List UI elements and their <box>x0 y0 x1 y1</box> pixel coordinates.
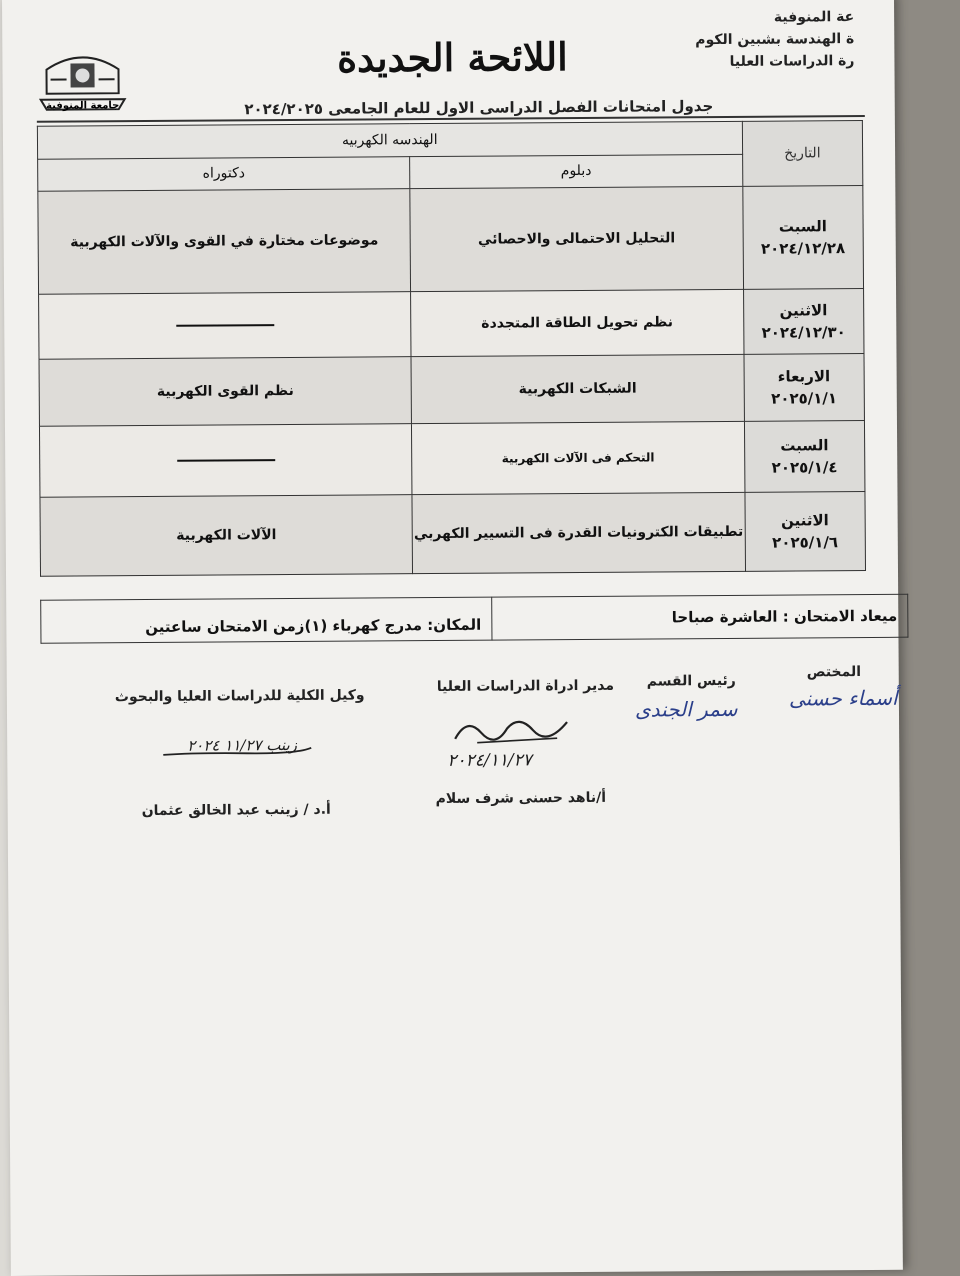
info-row <box>41 594 908 643</box>
doctorate-course-cell: الآلات الكهربية <box>40 495 413 577</box>
head-title: رئيس القسم <box>646 672 736 690</box>
director-signature-date: ٢٠٢٤/١١/٢٧ <box>447 750 532 771</box>
date-cell <box>743 288 864 354</box>
date-cell <box>742 185 863 289</box>
university-name: عة المنوفية <box>773 9 855 26</box>
doctorate-course-cell <box>39 292 412 360</box>
vice-dean-signature-date: زينب ١١/٢٧ ٢٠٢٤ <box>187 735 298 755</box>
date-cell <box>744 420 865 492</box>
institution-header <box>654 6 854 73</box>
day-label: السبت <box>780 436 829 455</box>
faculty-name: ة الهندسة بشبين الكوم <box>695 31 855 49</box>
exam-info-table <box>40 594 908 644</box>
day-label: الاربعاء <box>777 367 831 386</box>
specialist-title: المختص <box>806 664 862 681</box>
date-cell <box>745 491 866 571</box>
vice-dean-name: أ.د / زينب عبد الخالق عثمان <box>141 801 331 820</box>
table-row <box>39 420 864 497</box>
empty-slot-dash <box>177 459 275 462</box>
doctorate-course-cell: موضوعات مختارة في القوى والآلات الكهربية <box>38 189 411 295</box>
page-title: اللائحة الجديدة <box>336 34 568 81</box>
table-row <box>40 491 866 576</box>
date-label: ٢٠٢٥/١/١ <box>771 389 838 408</box>
day-label: السبت <box>778 217 827 236</box>
table-row <box>39 353 864 426</box>
date-cell <box>744 353 865 421</box>
schedule-title-line: جدول امتحانات الفصل الدراسى الاول للعام الجامعى ٢٠٢٤/٢٠٢٥ <box>244 97 714 119</box>
document-page <box>2 0 903 1276</box>
date-label: ٢٠٢٥/١/٤ <box>771 458 838 477</box>
specialist-signature: أسماء حسنى <box>788 685 898 711</box>
diploma-course-cell: تطبيقات الكترونيات القدرة فى التسيير الكهربي <box>412 492 745 573</box>
table-row <box>39 288 864 359</box>
table-row <box>38 185 864 294</box>
diploma-header-cell: دبلوم <box>410 154 743 189</box>
diploma-course-cell: التحكم فى الآلات الكهربية <box>412 421 745 494</box>
head-signature: سمر الجندى <box>634 696 738 722</box>
university-logo <box>36 49 128 116</box>
date-header-label: التاريخ <box>784 145 821 162</box>
diploma-course-cell: التحليل الاحتمالى والاحصائي <box>410 186 743 291</box>
director-title: مدير ادراة الدراسات العليا <box>436 677 615 695</box>
program-header-cell: الهندسه الكهربيه <box>37 121 742 158</box>
doctorate-course-cell: نظم القوى الكهربية <box>39 357 412 427</box>
date-label: ٢٠٢٤/١٢/٢٨ <box>760 239 846 258</box>
date-label: ٢٠٢٥/١/٦ <box>772 533 839 552</box>
diploma-course-cell: الشبكات الكهربية <box>411 354 744 423</box>
location-cell: المكان: مدرج كهرباء (١)زمن الامتحان ساعتين <box>41 597 492 643</box>
vice-dean-title: وكيل الكلية للدراسات العليا والبحوث <box>114 687 365 706</box>
empty-slot-dash <box>176 324 274 327</box>
director-name: أ/ناهد حسنى شرف سلام <box>435 789 607 807</box>
date-label: ٢٠٢٤/١٢/٣٠ <box>761 323 846 342</box>
department-name: رة الدراسات العليا <box>729 53 855 70</box>
logo-caption: جامعة المنوفية <box>46 100 120 112</box>
day-label: الاثنين <box>779 301 828 320</box>
day-label: الاثنين <box>781 511 829 530</box>
doctorate-course-cell <box>39 424 412 498</box>
diploma-course-cell: نظم تحويل الطاقة المتجددة <box>411 289 744 356</box>
date-header-cell <box>742 120 863 186</box>
director-handwritten-signature <box>447 708 577 749</box>
exam-schedule-table <box>37 120 866 577</box>
doctorate-header-cell: دكتوراه <box>38 156 410 191</box>
exam-time-cell: ميعاد الامتحان : العاشرة صباحا <box>492 594 908 640</box>
